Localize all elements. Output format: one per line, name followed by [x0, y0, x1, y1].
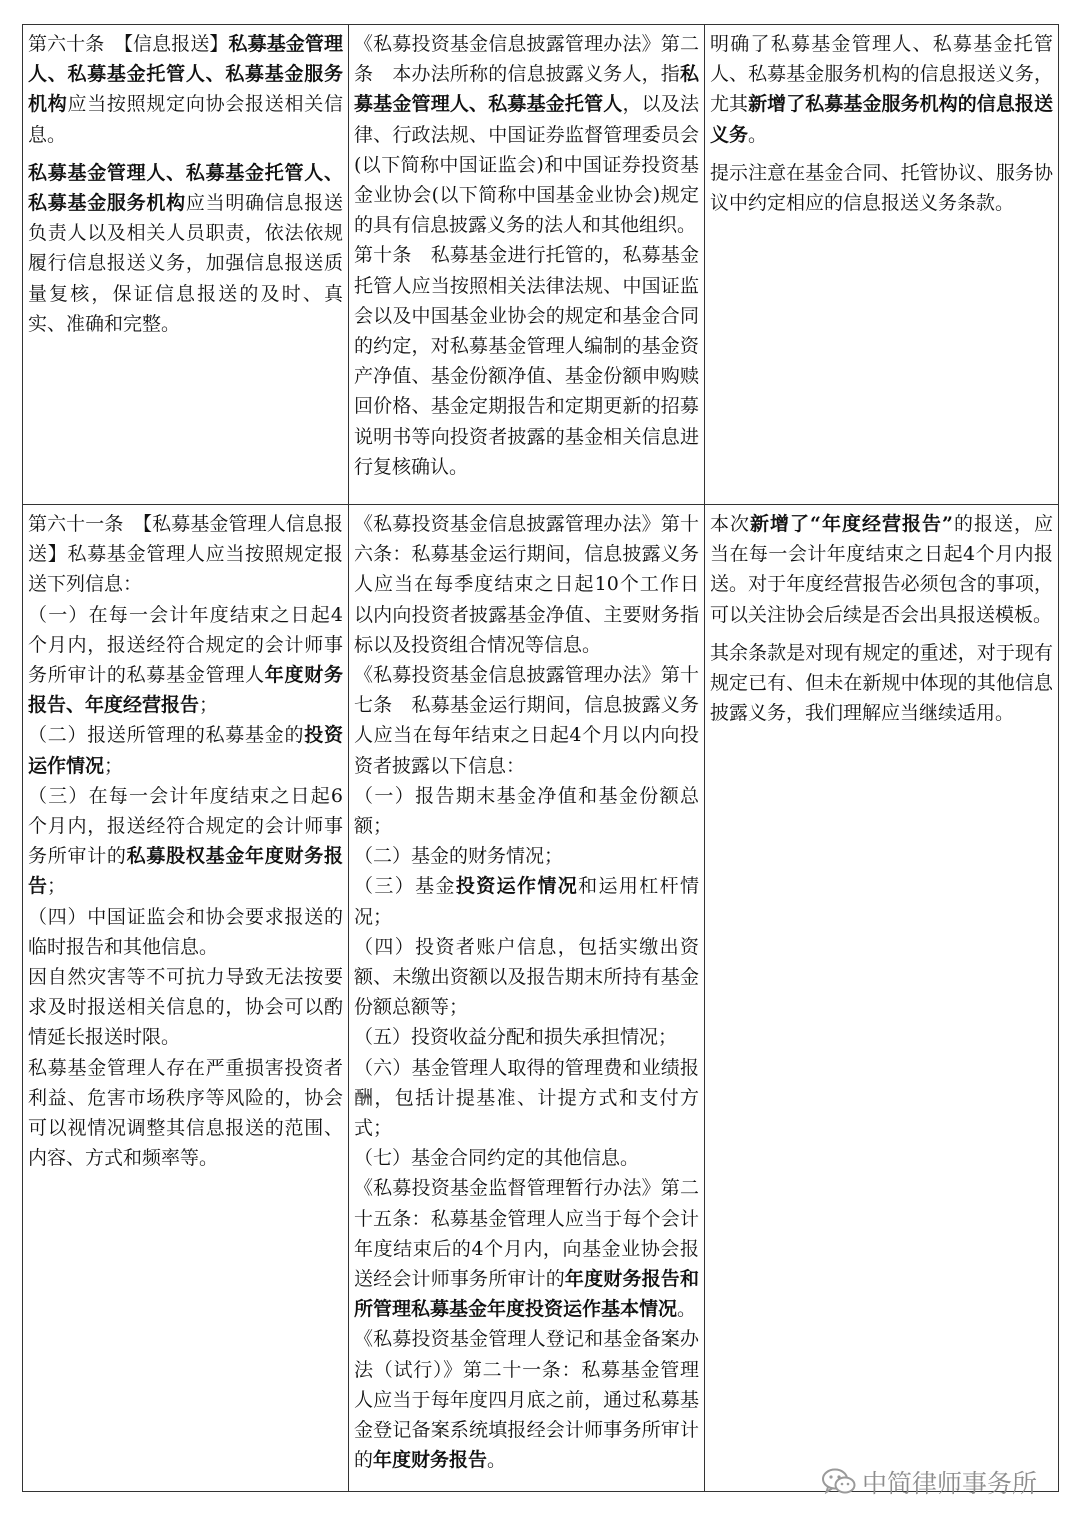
bold-text: 私募基金管理人、私募基金托管人	[354, 63, 699, 116]
text-run: 的报送，应当在每一会计年度结束之日起4个月内报送。对于年度经营报告必须包含的事项，可以关注协会后续是否会出具报送模板。	[710, 513, 1053, 626]
paragraph	[710, 29, 1053, 150]
text-run: 。	[487, 1449, 507, 1472]
text-run: （七）基金合同约定的其他信息。	[354, 1147, 640, 1170]
provision-comparison-table	[22, 24, 1059, 1492]
paragraph	[710, 638, 1053, 729]
paragraph	[28, 158, 343, 339]
commentary-cell	[705, 25, 1059, 505]
text-run: 。	[677, 1298, 697, 1321]
watermark-text: 中简律师事务所	[862, 1469, 1038, 1498]
text-run: 第六十条 【信息报送】	[28, 33, 229, 55]
text-run: ，以及法律、行政法规、中国证券监督管理委员会(以下简称中国证监会)和中国证券投资基金业协会(以下简称中国基金业协会)规定的具有信息披露义务的法人和其他组织。	[354, 93, 699, 237]
text-run: ；	[199, 694, 219, 717]
text-run: 《私募投资基金信息披露管理办法》第十六条：私募基金运行期间，信息披露义务人应当在每季度结束之日起10个工作日以内向投资者披露基金净值、主要财务指标以及投资组合情况等信息。	[354, 513, 699, 656]
paragraph	[710, 158, 1053, 218]
text-run: （一）报告期末基金净值和基金份额总额；	[354, 784, 699, 838]
paragraph	[28, 781, 343, 902]
paragraph	[354, 29, 699, 240]
text-run: 和运用杠杆情况；	[354, 875, 699, 928]
paragraph	[28, 720, 343, 780]
bold-text: 新增了私募基金服务机构的信息报送义务	[710, 93, 1053, 146]
text-run: （五）投资收益分配和损失承担情况；	[354, 1026, 678, 1049]
paragraph	[354, 932, 699, 1023]
paragraph	[354, 1022, 699, 1052]
text-run: 应当按照规定向协会报送相关信息。	[28, 93, 343, 146]
table-row	[23, 505, 1059, 1492]
paragraph	[354, 1053, 699, 1144]
paragraph	[28, 962, 343, 1053]
paragraph	[354, 660, 699, 781]
text-run: 因自然灾害等不可抗力导致无法按要求及时报送相关信息的，协会可以酌情延长报送时限。	[28, 966, 343, 1049]
paragraph	[354, 871, 699, 931]
bold-text: 新增了“年度经营报告”	[750, 513, 953, 535]
bold-text: 私募基金管理人、私募基金托管人、私募基金服务机构	[28, 33, 343, 116]
bold-text: 年度财务报告	[373, 1449, 488, 1472]
bold-text: 私募股权基金年度财务报告	[28, 845, 343, 898]
paragraph	[354, 1324, 699, 1475]
paragraph	[354, 1143, 699, 1173]
paragraph	[28, 29, 343, 150]
text-run: 《私募投资基金监督管理暂行办法》第二十五条：私募基金管理人应当于每个会计年度结束后的4个月内，向基金业协会报送经会计师事务所审计的	[354, 1177, 699, 1291]
paragraph	[354, 240, 699, 482]
paragraph	[354, 781, 699, 841]
existing-rule-cell	[349, 505, 705, 1492]
text-run: 《私募投资基金信息披露管理办法》第二条 本办法所称的信息披露义务人，指	[354, 33, 699, 86]
bold-text: 年度财务报告和所管理私募基金年度投资运作基本情况	[354, 1268, 699, 1321]
text-run: 提示注意在基金合同、托管协议、服务协议中约定相应的信息报送义务条款。	[710, 161, 1053, 215]
wechat-icon	[822, 1468, 856, 1496]
bold-text: 投资运作情况	[455, 875, 579, 898]
paragraph	[28, 509, 343, 600]
text-run: ；	[47, 875, 67, 898]
text-run: 私募基金管理人存在严重损害投资者利益、危害市场秩序等风险的，协会可以视情况调整其信息报送的范围、内容、方式和频率等。	[28, 1056, 343, 1170]
text-run: （四）中国证监会和协会要求报送的临时报告和其他信息。	[28, 905, 343, 958]
paragraph	[28, 1053, 343, 1174]
text-run: （一）在每一会计年度结束之日起4个月内，报送经符合规定的会计师事务所审计的私募基金管理人	[28, 603, 343, 687]
paragraph	[710, 509, 1053, 630]
text-run: 应当明确信息报送负责人以及相关人员职责，依法依规履行信息报送义务，加强信息报送质量复核，保证信息报送的及时、真实、准确和完整。	[28, 192, 343, 335]
paragraph	[354, 841, 699, 871]
text-run: 《私募投资基金信息披露管理办法》第十七条 私募基金运行期间，信息披露义务人应当在每年结束之日起4个月以内向投资者披露以下信息：	[354, 664, 699, 777]
text-run: （二）基金的财务情况；	[354, 845, 564, 868]
paragraph	[28, 902, 343, 962]
table-row	[23, 25, 1059, 505]
text-run: （二）报送所管理的私募基金的	[28, 724, 305, 747]
bold-text: 私募基金管理人、私募基金托管人、私募基金服务机构	[28, 161, 343, 215]
text-run: （六）基金管理人取得的管理费和业绩报酬，包括计提基准、计提方式和支付方式；	[354, 1056, 699, 1140]
text-run: 《私募投资基金管理人登记和基金备案办法（试行）》第二十一条：私募基金管理人应当于每年度四月底之前，通过私募基金登记备案系统填报经会计师事务所审计的	[354, 1328, 699, 1472]
text-run: 第十条 私募基金进行托管的，私募基金托管人应当按照相关法律法规、中国证监会以及中国基金业协会的规定和基金合同的约定，对私募基金管理人编制的基金资产净值、基金份额净值、基金份额申购赎回价格、基金定期报告和定期更新的招募说明书等向投资者披露的基金相关信息进行复核确认。	[354, 244, 699, 478]
text-run: （三）在每一会计年度结束之日起6个月内，报送经符合规定的会计师事务所审计的	[28, 784, 343, 868]
source-watermark	[822, 1460, 1037, 1504]
new-rule-cell	[23, 505, 349, 1492]
new-rule-cell	[23, 25, 349, 505]
text-run: 其余条款是对现有规定的重述，对于现有规定已有、但未在新规中体现的其他信息披露义务，我们理解应当继续适用。	[710, 641, 1053, 725]
commentary-cell	[705, 505, 1059, 1492]
paragraph	[354, 509, 699, 660]
text-run: ；	[104, 754, 124, 777]
text-run: 第六十一条 【私募基金管理人信息报送】私募基金管理人应当按照规定报送下列信息：	[28, 513, 343, 596]
text-run: 明确了私募基金管理人、私募基金托管人、私募基金服务机构的信息报送义务，尤其	[710, 33, 1053, 116]
text-run: （四）投资者账户信息，包括实缴出资额、未缴出资额以及报告期末所持有基金份额总额等；	[354, 935, 699, 1019]
text-run: 。	[748, 123, 768, 146]
bold-text: 年度财务报告、年度经营报告	[28, 664, 343, 717]
text-run: （三）基金	[354, 875, 456, 898]
text-run: 本次	[710, 513, 751, 535]
paragraph	[354, 1173, 699, 1324]
paragraph	[28, 600, 343, 721]
bold-text: 投资运作情况	[28, 724, 343, 777]
existing-rule-cell	[349, 25, 705, 505]
